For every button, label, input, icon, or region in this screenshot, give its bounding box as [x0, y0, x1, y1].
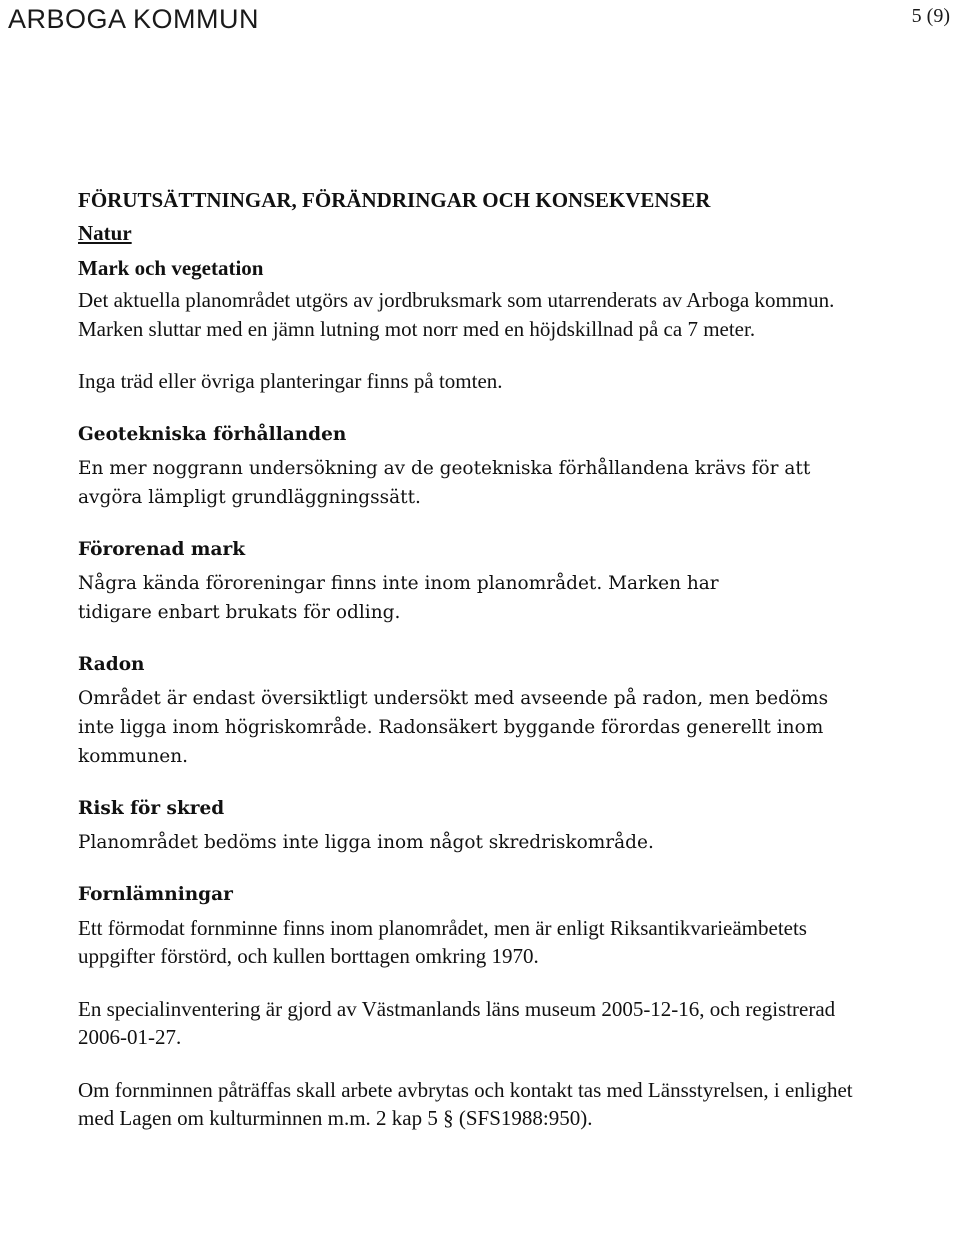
subheading-fororenad-mark: Förorenad mark — [78, 538, 246, 560]
paragraph-fororenad-mark: Några kända föroreningar finns inte inom planområdet. Marken har tidigare enbart brukats för odling. — [78, 572, 719, 623]
section-heading-natur: Natur — [78, 221, 132, 245]
subheading-radon: Radon — [78, 653, 145, 675]
main-heading: FÖRUTSÄTTNINGAR, FÖRÄNDRINGAR OCH KONSEKVENSER — [78, 188, 711, 212]
paragraph-geotekniska: En mer noggrann undersökning av de geotekniska förhållandena krävs för att avgöra lämpligt grundläggningssätt. — [78, 457, 811, 508]
paragraph-fornlamningar-1: Ett förmodat fornminne finns inom planområdet, men är enligt Riksantikvarieämbetets uppgifter förstörd, och kullen borttagen omkring 1970. — [78, 915, 807, 968]
subheading-risk-for-skred: Risk för skred — [78, 797, 225, 819]
page-number: 5 (9) — [911, 5, 950, 27]
paragraph-fornlamningar-2: En specialinventering är gjord av Västmanlands läns museum 2005-12-16, och registrerad 2006-01-27. — [78, 996, 836, 1049]
paragraph-radon: Området är endast översiktligt undersökt med avseende på radon, men bedöms inte ligga inom högriskområde. Radonsäkert byggande förordas generellt inom kommunen. — [78, 687, 829, 767]
subheading-geotekniska: Geotekniska förhållanden — [78, 423, 347, 445]
letterhead-logo: ARBOGA KOMMUN — [8, 4, 260, 34]
paragraph-risk-for-skred: Planområdet bedöms inte ligga inom något skredriskområde. — [78, 831, 654, 853]
subheading-fornlamningar: Fornlämningar — [78, 883, 233, 905]
document-body — [78, 185, 938, 1133]
paragraph-fornlamningar-3: Om fornminnen påträffas skall arbete avbrytas och kontakt tas med Länsstyrelsen, i enlighet med Lagen om kulturminnen m.m. 2 kap 5 § (SFS1988:950). — [78, 1077, 853, 1130]
paragraph-trad: Inga träd eller övriga planteringar finns på tomten. — [78, 369, 503, 393]
paragraph-mark-vegetation: Det aktuella planområdet utgörs av jordbruksmark som utarrenderats av Arboga kommun. Marken sluttar med en jämn lutning mot norr med en höjdskillnad på ca 7 meter. — [78, 288, 835, 341]
subheading-mark-och-vegetation: Mark och vegetation — [78, 256, 264, 280]
